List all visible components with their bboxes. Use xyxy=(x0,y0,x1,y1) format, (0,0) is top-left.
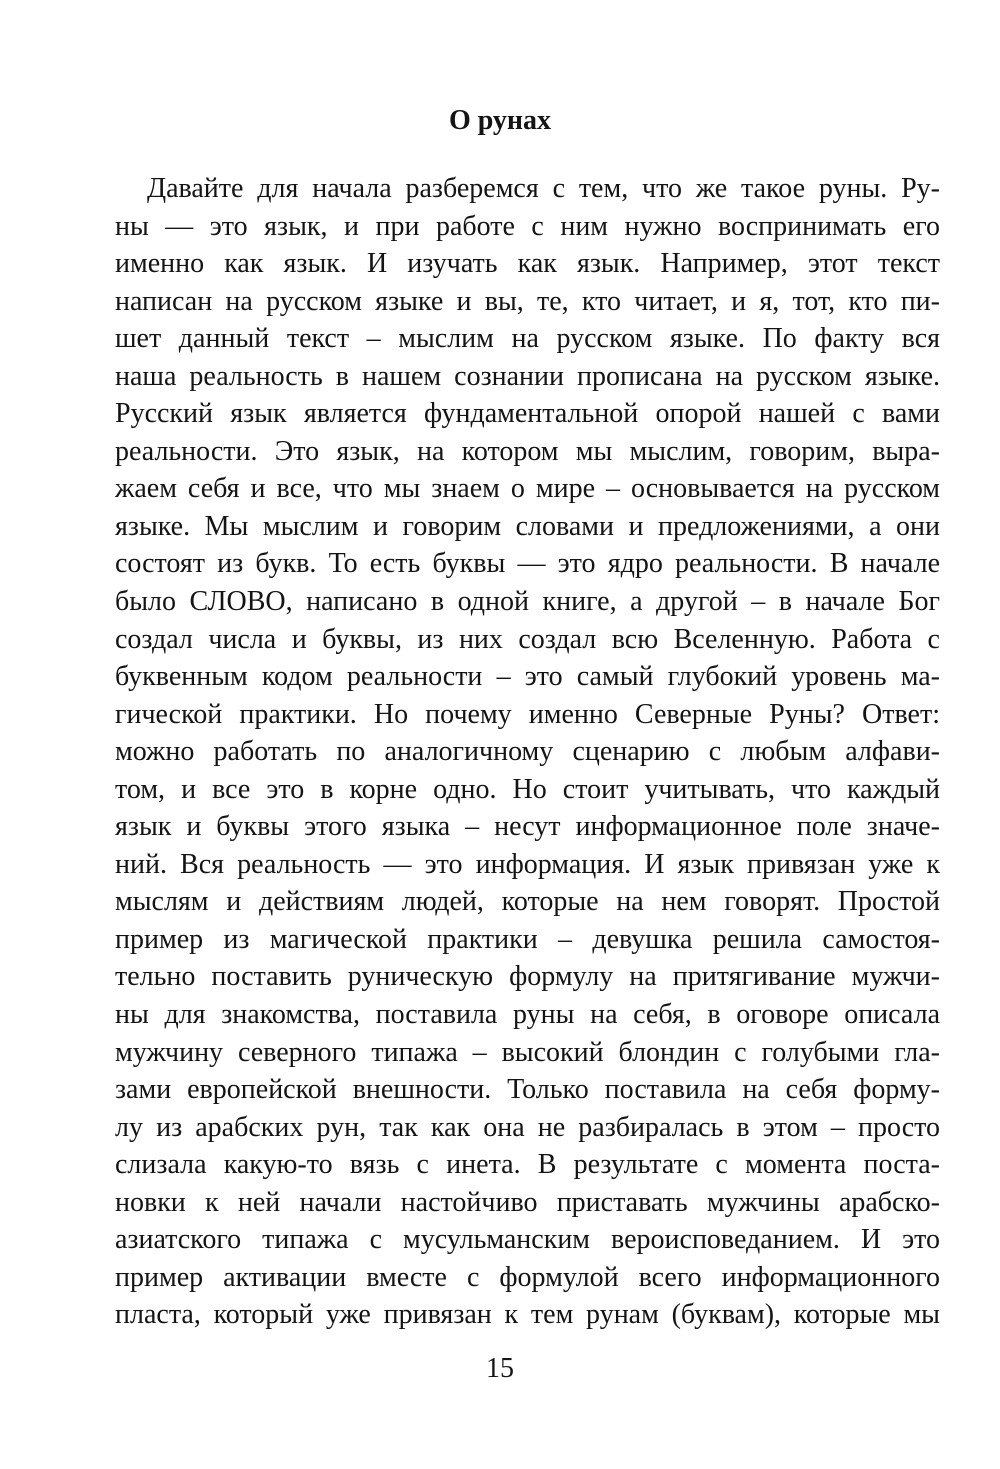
text-line: новки к ней начали настойчиво приставать мужчины арабско- xyxy=(115,1186,940,1218)
text-line: том, и все это в корне одно. Но стоит учитывать, что каждый xyxy=(115,773,940,805)
text-line: шет данный текст – мыслим на русском языке. По факту вся xyxy=(115,323,940,355)
text-line: именно как язык. И изучать как язык. Например, этот текст xyxy=(115,248,940,280)
text-line: жаем себя и все, что мы знаем о мире – основывается на русском xyxy=(115,473,940,505)
text-line: ний. Вся реальность — это информация. И язык привязан уже к xyxy=(115,848,940,880)
text-line: ны — это язык, и при работе с ним нужно воспринимать его xyxy=(115,210,940,242)
text-line: слизала какую-то вязь с инета. В результате с момента поста- xyxy=(115,1149,940,1181)
text-line: язык и буквы этого языка – несут информационное поле значе- xyxy=(115,811,940,843)
text-line: пример активации вместе с формулой всего информационного xyxy=(115,1261,940,1293)
text-line: мужчину северного типажа – высокий блондин с голубыми гла- xyxy=(115,1036,940,1068)
text-line: лу из арабских рун, так как она не разбиралась в этом – просто xyxy=(115,1111,940,1143)
text-line: буквенным кодом реальности – это самый глубокий уровень ма- xyxy=(115,661,940,693)
text-line: мыслям и действиям людей, которые на нем говорят. Простой xyxy=(115,886,940,918)
text-line: ны для знакомства, поставила руны на себя, в оговоре описала xyxy=(115,999,940,1031)
text-line: Давайте для начала разберемся с тем, что же такое руны. Ру- xyxy=(147,173,940,204)
text-line: реальности. Это язык, на котором мы мыслим, говорим, выра- xyxy=(115,435,940,467)
text-line: наша реальность в нашем сознании прописана на русском языке. xyxy=(115,360,940,392)
text-line: азиатского типажа с мусульманским вероисповеданием. И это xyxy=(115,1224,940,1256)
text-line: можно работать по аналогичному сценарию с любым алфави- xyxy=(115,736,940,768)
text-line: было СЛОВО, написано в одной книге, а другой – в начале Бог xyxy=(115,586,940,618)
page-number: 15 xyxy=(486,1353,514,1384)
text-line: написан на русском языке и вы, те, кто читает, и я, тот, кто пи- xyxy=(115,285,940,317)
text-line: создал числа и буквы, из них создал всю Вселенную. Работа с xyxy=(115,623,940,655)
text-line: состоят из букв. То есть буквы — это ядро реальности. В начале xyxy=(115,548,940,580)
text-line: пример из магической практики – девушка решила самостоя- xyxy=(115,923,940,955)
body-text xyxy=(115,170,940,1334)
text-line: Русский язык является фундаментальной опорой нашей с вами xyxy=(115,398,940,430)
page-title: О рунах xyxy=(448,105,552,136)
text-line: тельно поставить руническую формулу на притягивание мужчи- xyxy=(115,961,940,993)
text-line: пласта, который уже привязан к тем рунам (буквам), которые мы xyxy=(115,1299,940,1331)
text-line: языке. Мы мыслим и говорим словами и предложениями, а они xyxy=(115,510,940,542)
text-line: гической практики. Но почему именно Северные Руны? Ответ: xyxy=(115,698,940,730)
text-line: зами европейской внешности. Только поставила на себя форму- xyxy=(115,1074,940,1106)
